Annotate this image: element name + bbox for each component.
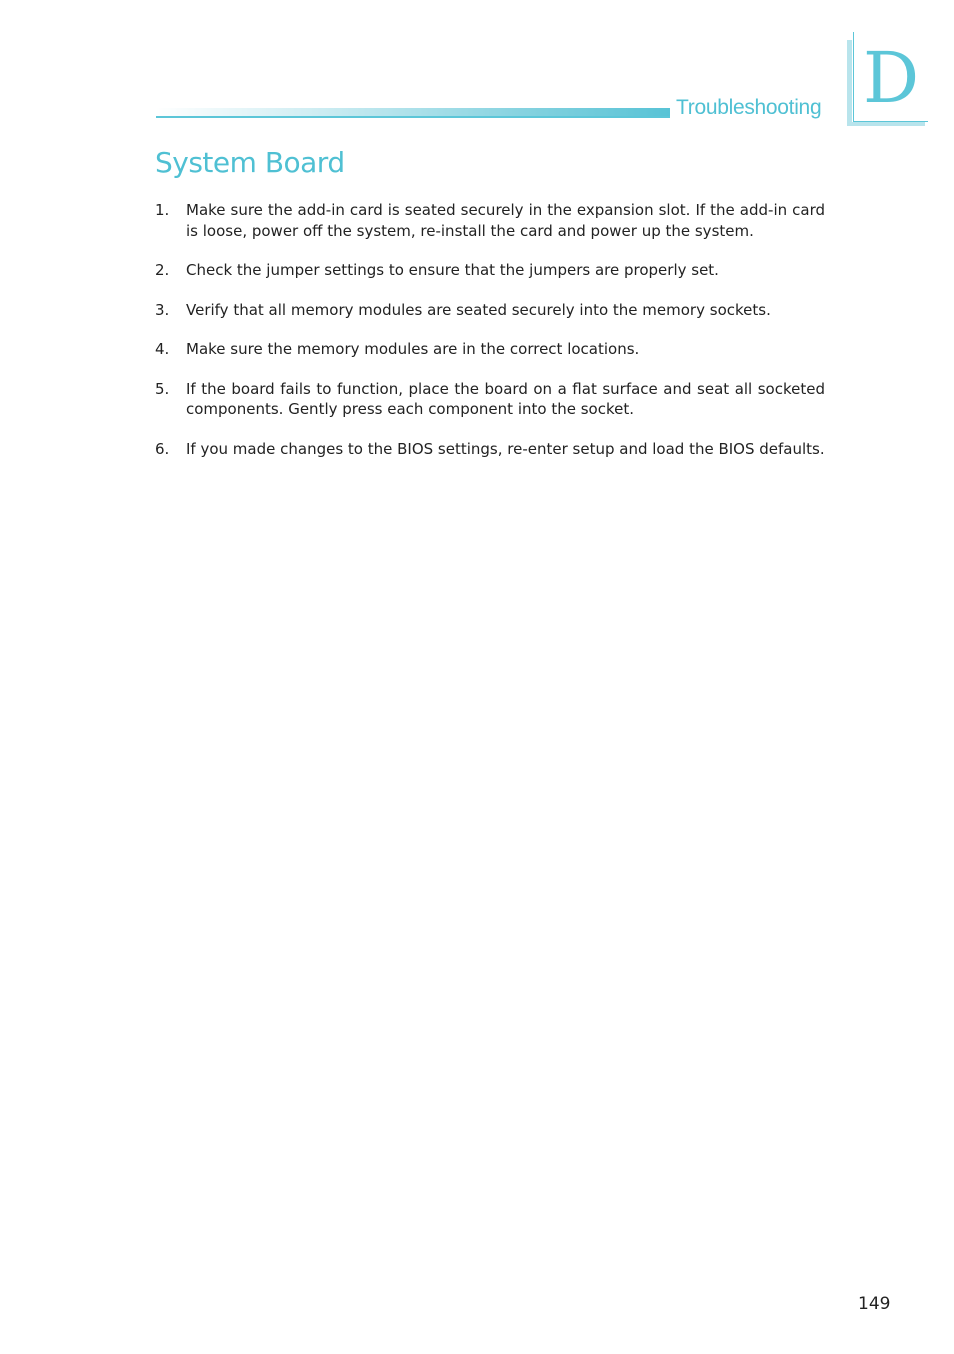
list-item-number: 3. (155, 300, 170, 319)
chapter-tab (847, 32, 928, 126)
list-item-text: If the board fails to function, place the board on a flat surface and seat all socketed components. Gently press each component into the socket. (186, 379, 825, 418)
list-item-text: Verify that all memory modules are seated securely into the memory sockets. (186, 300, 771, 319)
list-item (155, 439, 825, 460)
list-item-number: 1. (155, 201, 170, 219)
page-number: 149 (858, 1294, 891, 1314)
list-item-text: Make sure the memory modules are in the correct locations. (186, 340, 640, 358)
chapter-letter: D (863, 37, 920, 119)
troubleshooting-steps (155, 200, 825, 478)
list-item-text: Check the jumper settings to ensure that the jumpers are properly set. (186, 261, 719, 279)
page-title: System Board (155, 146, 345, 179)
list-item (155, 379, 825, 420)
chapter-tab-vertical-bar (847, 40, 852, 126)
list-item (155, 260, 825, 281)
section-label: Troubleshooting (676, 96, 822, 119)
header-rule (156, 116, 670, 118)
chapter-tab-vertical-line (853, 32, 854, 122)
list-item (155, 200, 825, 241)
list-item-text: If you made changes to the BIOS settings, re-enter setup and load the BIOS defaults. (186, 439, 825, 458)
chapter-tab-horizontal-bar (847, 122, 925, 126)
list-item-number: 5. (155, 379, 170, 398)
header-gradient (156, 108, 670, 116)
header-accent-bar (156, 108, 670, 118)
list-item (155, 339, 825, 360)
list-item-number: 4. (155, 340, 170, 358)
list-item (155, 300, 825, 321)
list-item-number: 6. (155, 439, 170, 458)
list-item-number: 2. (155, 261, 170, 279)
list-item-text: Make sure the add-in card is seated securely in the expansion slot. If the add-in card is loose, power off the system, re-install the card and power up the system. (186, 201, 825, 240)
